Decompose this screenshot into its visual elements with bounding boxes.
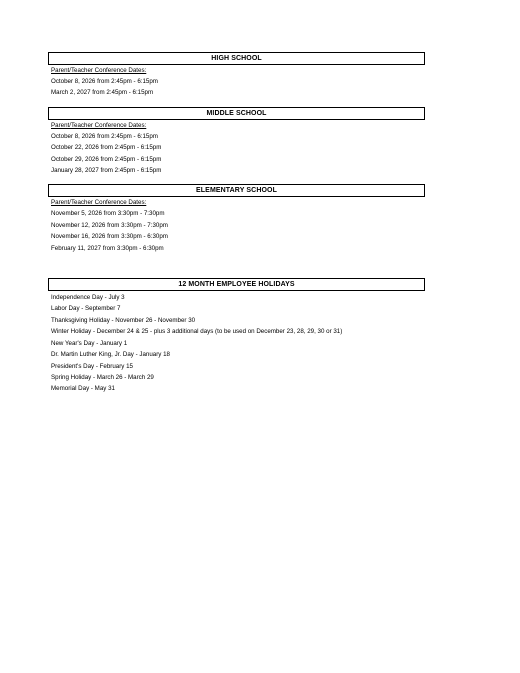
list-item: November 16, 2026 from 3:30pm - 6:30pm xyxy=(51,233,168,241)
list-item: Spring Holiday - March 26 - March 29 xyxy=(51,373,154,381)
list-item: Labor Day - September 7 xyxy=(51,305,121,313)
list-item: March 2, 2027 from 2:45pm - 6:15pm xyxy=(51,89,154,97)
list-item: November 5, 2026 from 3:30pm - 7:30pm xyxy=(51,210,165,218)
list-item: November 12, 2026 from 3:30pm - 7:30pm xyxy=(51,221,168,229)
section-title: MIDDLE SCHOOL xyxy=(48,107,425,120)
section-employee-holidays xyxy=(48,278,425,395)
list-item: February 11, 2027 from 3:30pm - 6:30pm xyxy=(51,244,164,252)
list-item: October 8, 2026 from 2:45pm - 6:15pm xyxy=(51,132,158,140)
list-item: Memorial Day - May 31 xyxy=(51,385,115,393)
section-subtitle: Parent/Teacher Conference Dates: xyxy=(51,121,147,129)
section-title: ELEMENTARY SCHOOL xyxy=(48,184,425,197)
list-item: Thanksgiving Holiday - November 26 - November 30 xyxy=(51,316,196,324)
list-item: October 8, 2026 from 2:45pm - 6:15pm xyxy=(51,78,158,85)
list-item: October 22, 2026 from 2:45pm - 6:15pm xyxy=(51,144,162,152)
section-subtitle: Parent/Teacher Conference Dates: xyxy=(51,67,147,74)
list-item: January 28, 2027 from 2:45pm - 6:15pm xyxy=(51,167,162,175)
section-middle-school xyxy=(48,107,425,177)
list-item: Independence Day - July 3 xyxy=(51,294,125,302)
list-item: President's Day - February 15 xyxy=(51,362,133,370)
list-item: Winter Holiday - December 24 & 25 - plus 3 additional days (to be used on December 23, 28, 29, 30 or 31) xyxy=(51,328,343,336)
list-item: October 29, 2026 from 2:45pm - 6:15pm xyxy=(51,155,162,163)
list-item: New Year's Day - January 1 xyxy=(51,339,128,347)
section-elementary-school xyxy=(48,184,425,254)
list-item: Dr. Martin Luther King, Jr. Day - January 18 xyxy=(51,351,170,359)
section-high-school xyxy=(48,52,425,99)
section-title: HIGH SCHOOL xyxy=(48,52,425,65)
section-subtitle: Parent/Teacher Conference Dates: xyxy=(51,199,147,207)
document xyxy=(48,52,425,403)
section-title: 12 MONTH EMPLOYEE HOLIDAYS xyxy=(48,278,425,291)
